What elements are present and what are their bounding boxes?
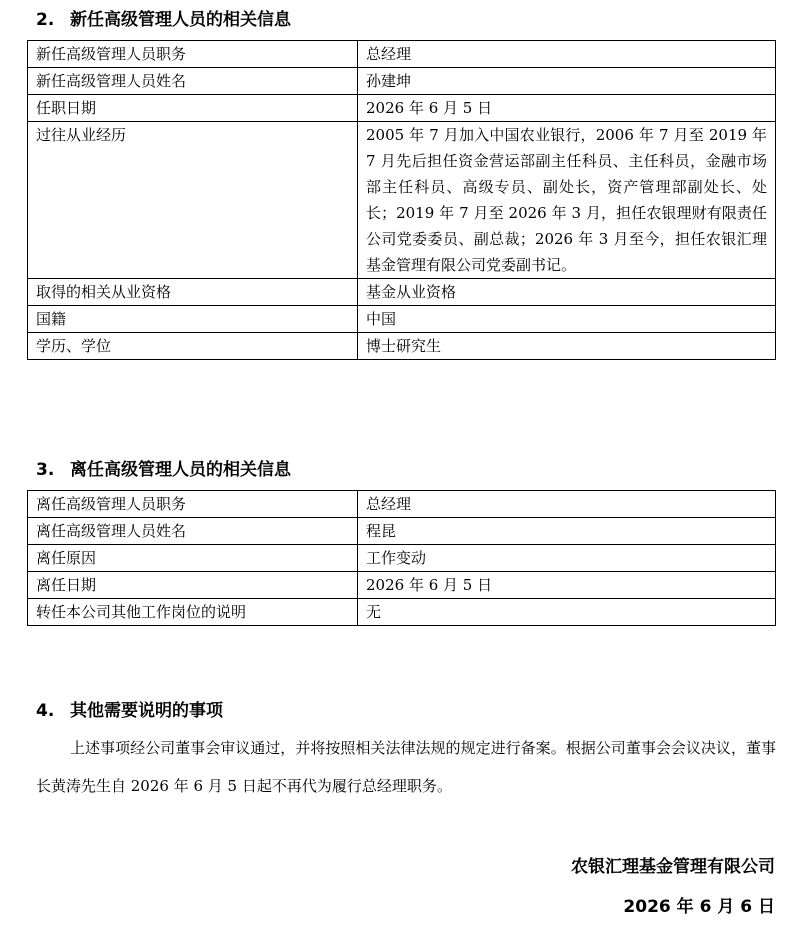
table-row	[28, 306, 776, 333]
row-value: 中国	[358, 306, 776, 333]
row-value: 2005 年 7 月加入中国农业银行，2006 年 7 月至 2019 年 7 月先后担任资金营运部副主任科员、主任科员，金融市场部主任科员、高级专员、副处长，资产管理部副处长、处长；2019 年 7 月至 2026 年 3 月，担任农银理财有限责任公司党委委员、副总裁；2026 年 3 月至今，担任农银汇理基金管理有限公司党委副书记。	[358, 122, 776, 279]
section-3-title: 离任高级管理人员的相关信息	[70, 460, 291, 480]
row-value: 总经理	[358, 491, 776, 518]
section-4-number: 4.	[36, 701, 55, 721]
table-row	[28, 572, 776, 599]
table-row	[28, 599, 776, 626]
row-label: 学历、学位	[28, 333, 358, 360]
section-4-heading	[36, 700, 223, 722]
row-label: 新任高级管理人员职务	[28, 41, 358, 68]
section-2-title: 新任高级管理人员的相关信息	[70, 10, 291, 30]
row-label: 离任高级管理人员职务	[28, 491, 358, 518]
row-value: 总经理	[358, 41, 776, 68]
row-value: 2026 年 6 月 5 日	[358, 95, 776, 122]
row-label: 离任高级管理人员姓名	[28, 518, 358, 545]
row-label: 任职日期	[28, 95, 358, 122]
departing-manager-table	[27, 490, 776, 626]
table-row	[28, 545, 776, 572]
row-value: 程昆	[358, 518, 776, 545]
row-label: 离任日期	[28, 572, 358, 599]
table-row	[28, 491, 776, 518]
row-value: 基金从业资格	[358, 279, 776, 306]
row-label: 国籍	[28, 306, 358, 333]
company-signature: 农银汇理基金管理有限公司	[571, 857, 775, 877]
table-row	[28, 95, 776, 122]
section-3-number: 3.	[36, 460, 55, 480]
section-2-number: 2.	[36, 10, 55, 30]
row-label: 离任原因	[28, 545, 358, 572]
section-2-heading	[36, 9, 291, 31]
row-value: 工作变动	[358, 545, 776, 572]
row-value: 孙建坤	[358, 68, 776, 95]
table-row	[28, 518, 776, 545]
row-label: 转任本公司其他工作岗位的说明	[28, 599, 358, 626]
section-3-heading	[36, 459, 291, 481]
row-value: 2026 年 6 月 5 日	[358, 572, 776, 599]
table-row	[28, 68, 776, 95]
new-manager-table	[27, 40, 776, 360]
signature-date: 2026 年 6 月 6 日	[623, 897, 775, 917]
row-value: 博士研究生	[358, 333, 776, 360]
row-value: 无	[358, 599, 776, 626]
section-4-title: 其他需要说明的事项	[70, 701, 223, 721]
table-row	[28, 122, 776, 279]
table-row	[28, 279, 776, 306]
table-row	[28, 41, 776, 68]
row-label: 过往从业经历	[28, 122, 358, 279]
row-label: 新任高级管理人员姓名	[28, 68, 358, 95]
table-row	[28, 333, 776, 360]
other-matters-paragraph: 上述事项经公司董事会审议通过，并将按照相关法律法规的规定进行备案。根据公司董事会会议决议，董事长黄涛先生自 2026 年 6 月 5 日起不再代为履行总经理职务。	[36, 739, 776, 795]
row-label: 取得的相关从业资格	[28, 279, 358, 306]
